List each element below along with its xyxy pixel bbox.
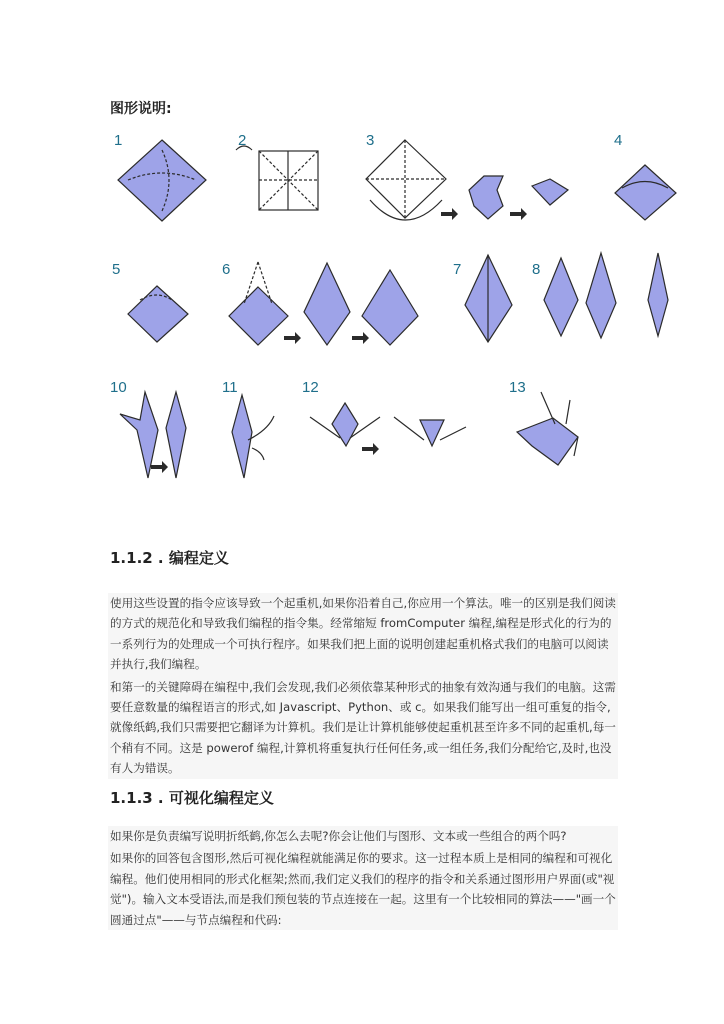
step2-square bbox=[236, 146, 318, 210]
section-113-heading: 1.1.3 . 可视化编程定义 bbox=[110, 789, 274, 807]
step3-sequence bbox=[366, 140, 568, 220]
step5-diamond bbox=[128, 286, 188, 342]
section-112-body bbox=[108, 593, 618, 779]
paragraph: 和第一的关键障碍在编程中,我们会发现,我们必须依靠某种形式的抽象有效沟通与我们的电脑。这需要任意数量的编程语言的形式,如 Javascript、Python、或 c。如果我们能写出一组可重复的指令,就像纸鹤,我们只需要把它翻译为计算机。我们是让计算机能够使起重机甚至许多不同的起重机,每一个稍有不同。这是 powerof 编程,计算机将重复执行任何任务,或一组任务,我们分配给它,及时,也没有人为错误。 bbox=[110, 679, 616, 776]
step-number: 6 bbox=[222, 261, 231, 278]
step-number: 5 bbox=[112, 261, 121, 278]
step-number: 3 bbox=[366, 132, 375, 149]
paragraph: 使用这些设置的指令应该导致一个起重机,如果你沿着自己,你应用一个算法。唯一的区别是我们阅读的方式的规范化和导致我们编程的指令集。经常缩短 fromComputer 编程,编程是形式化的行为的一系列行为的处理成一个可执行程序。如果我们把上面的说明创建起重机格式我们的电脑可以阅读并执行,我们编程。 bbox=[110, 596, 616, 672]
step-number: 1 bbox=[114, 132, 123, 149]
step12-sequence bbox=[310, 403, 466, 446]
paragraph: 如果你的回答包含图形,然后可视化编程就能满足你的要求。这一过程本质上是相同的编程和可视化编程。他们使用相同的形式化框架;然而,我们定义我们的程序的指令和关系通过图形用户界面(或"视觉")。输入文本受语法,而是我们预包装的节点连接在一起。这里有一个比较相同的算法——"画一个圆通过点"——与节点编程和代码: bbox=[110, 851, 616, 927]
step13-crane bbox=[517, 392, 578, 465]
origami-crane-diagram bbox=[0, 0, 724, 500]
step11-figure bbox=[232, 395, 274, 478]
step6-sequence bbox=[229, 262, 418, 345]
step4-diamond bbox=[615, 165, 676, 220]
figure-title: 图形说明: bbox=[110, 101, 172, 117]
section-113-body bbox=[108, 826, 618, 930]
paragraph: 如果你是负责编写说明折纸鹤,你怎么去呢?你会让他们与图形、文本或一些组合的两个吗? bbox=[110, 829, 567, 843]
step-number: 2 bbox=[238, 132, 247, 149]
step1-diamond bbox=[118, 140, 206, 221]
step-number: 4 bbox=[614, 132, 623, 149]
step-number: 8 bbox=[532, 261, 541, 278]
step-number: 11 bbox=[222, 379, 238, 396]
step-number: 7 bbox=[453, 261, 462, 278]
step-number: 13 bbox=[509, 379, 526, 396]
step-number: 10 bbox=[110, 379, 127, 396]
step8-sequence bbox=[544, 253, 668, 338]
section-112-heading: 1.1.2 . 编程定义 bbox=[110, 549, 229, 567]
step-number: 12 bbox=[302, 379, 319, 396]
